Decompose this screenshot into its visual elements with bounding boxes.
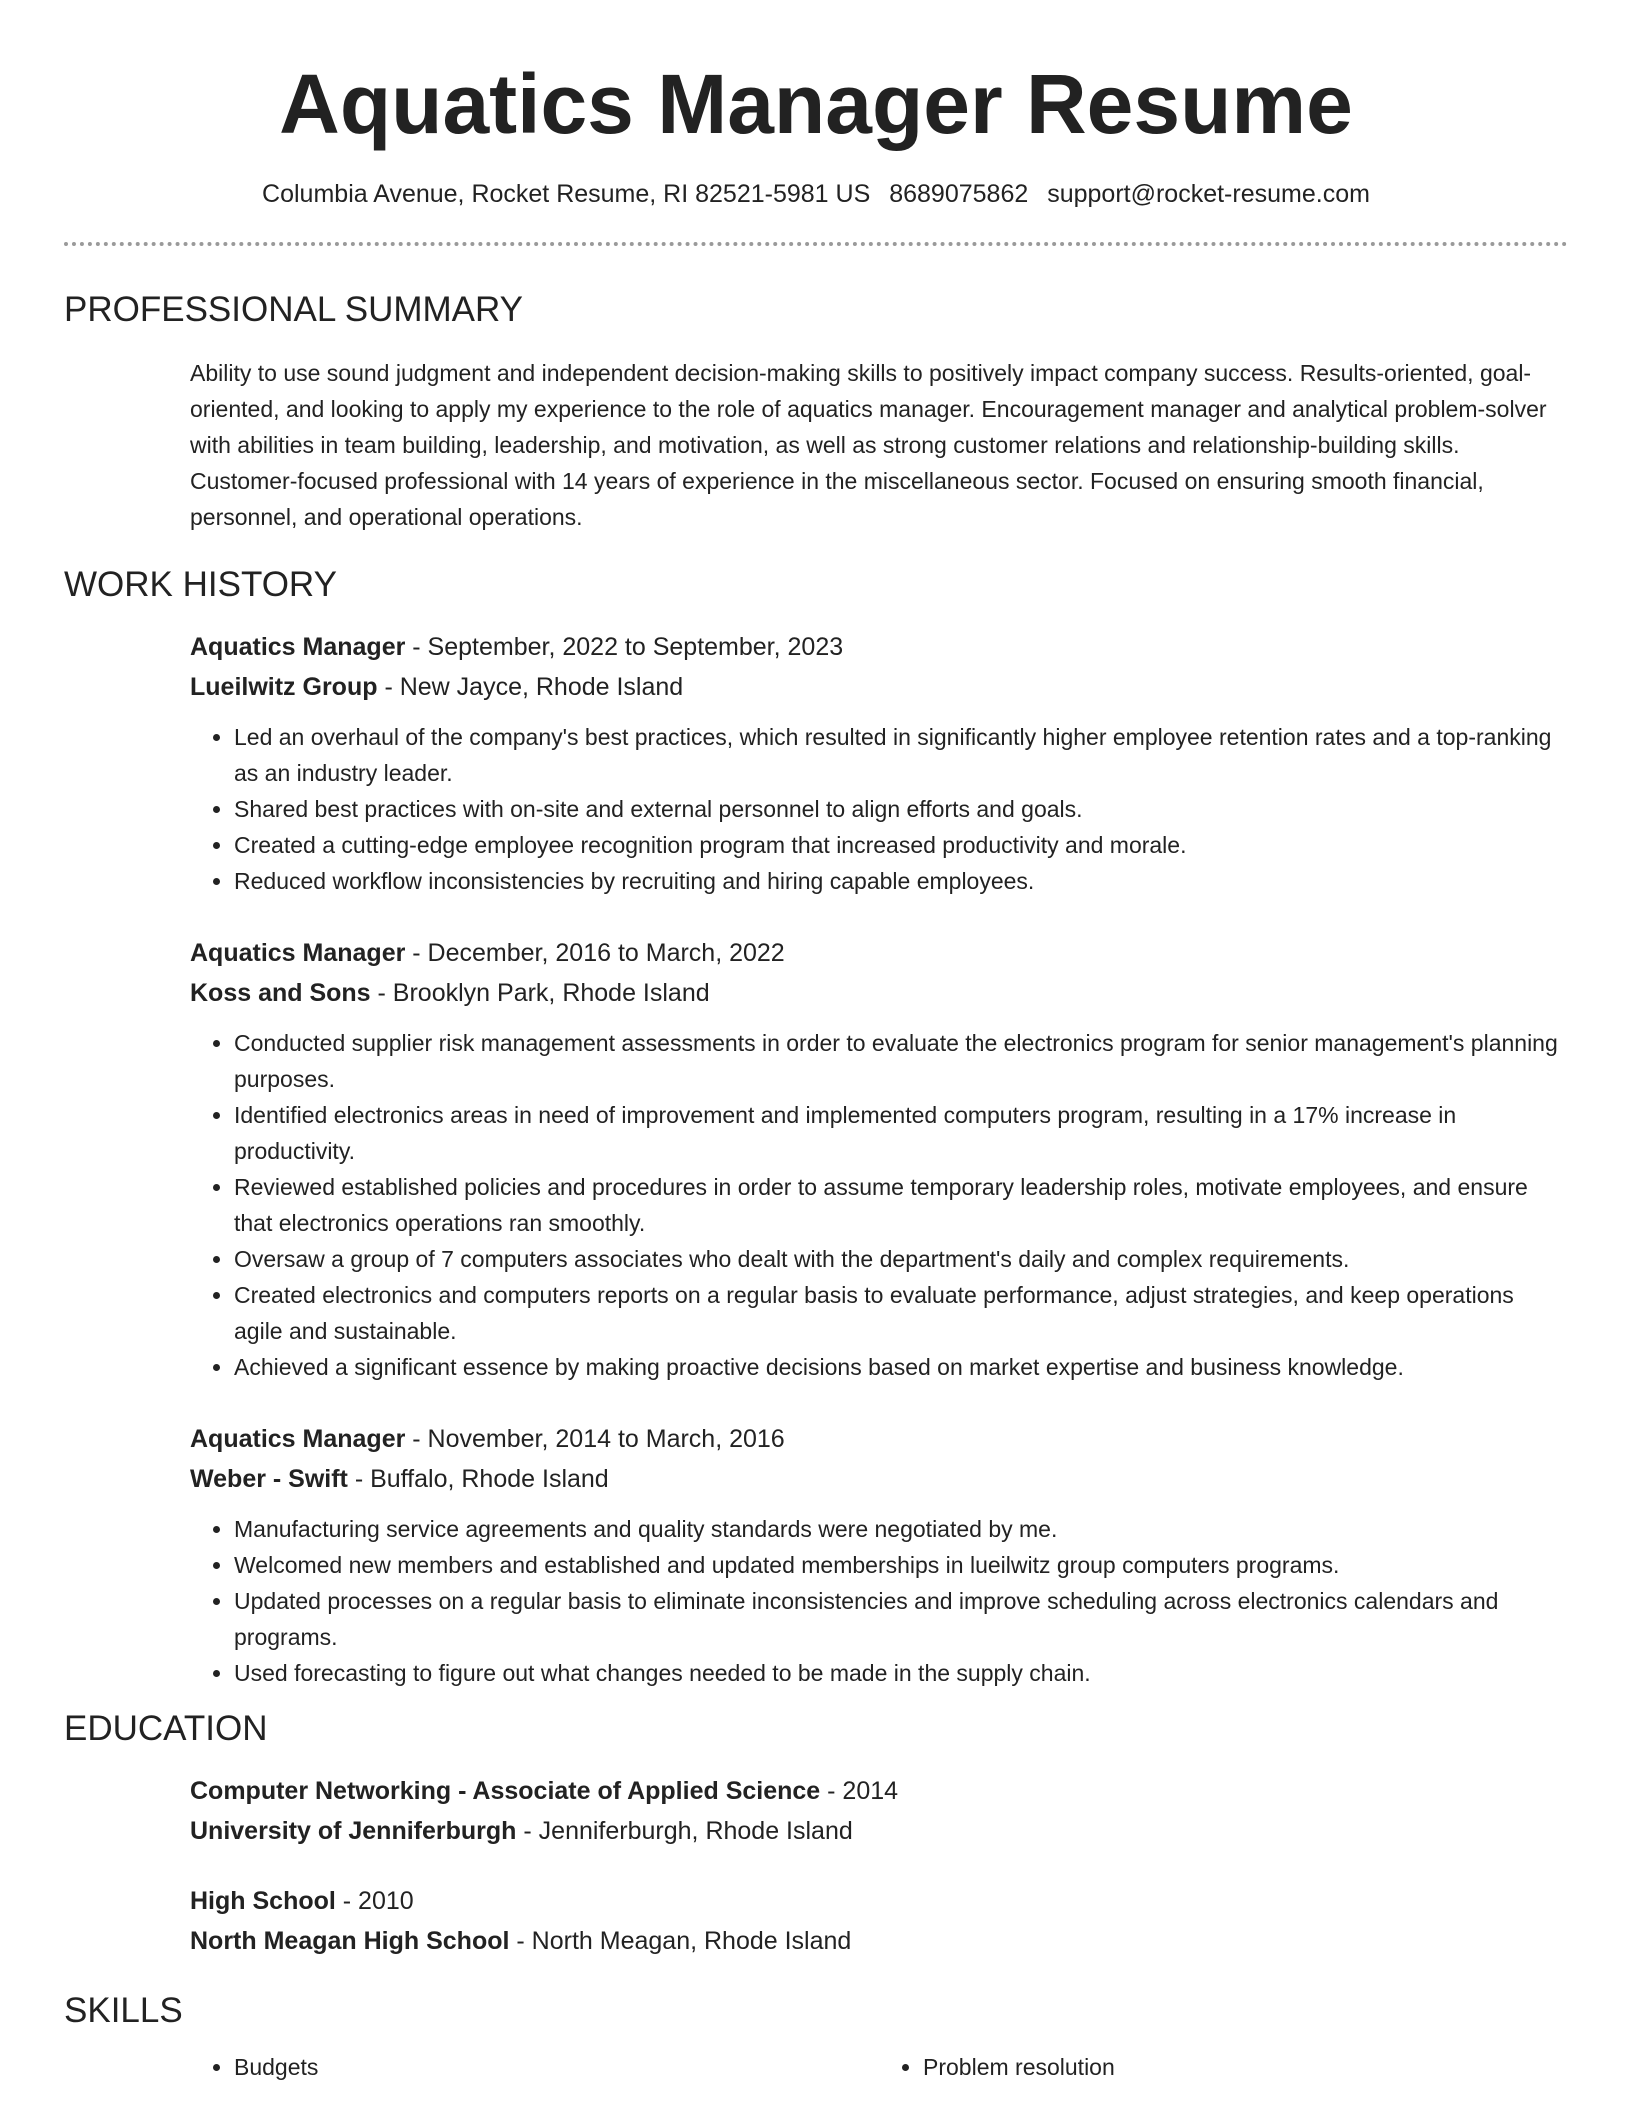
job-bullets	[190, 719, 1568, 899]
job-title: Aquatics Manager	[190, 633, 406, 661]
job-entry	[190, 933, 1568, 1385]
header-divider	[64, 242, 1568, 246]
job-company-line	[190, 1459, 1568, 1499]
skills-list	[190, 2049, 1568, 2085]
school-location: - North Meagan, Rhode Island	[509, 1927, 852, 1955]
list-item: • Achieved a significant essence by making proactive decisions based on market expertise and business knowledge.	[234, 1349, 1568, 1385]
degree-name: High School	[190, 1887, 336, 1915]
list-item: • Shared best practices with on-site and external personnel to align efforts and goals.	[234, 791, 1568, 827]
job-location: - Buffalo, Rhode Island	[347, 1465, 609, 1493]
list-item: • Reviewed established policies and procedures in order to assume temporary leadership roles, motivate employees, and ensure that electronics operations ran smoothly.	[234, 1169, 1568, 1241]
education-heading: EDUCATION	[64, 1709, 268, 1748]
degree-line	[190, 1771, 1568, 1811]
school-location: - Jenniferburgh, Rhode Island	[516, 1817, 853, 1845]
school-name: University of Jenniferburgh	[190, 1817, 517, 1845]
job-title-line	[190, 1419, 1568, 1459]
job-title: Aquatics Manager	[190, 1425, 406, 1453]
list-item: • Conducted supplier risk management assessments in order to evaluate the electronics program for senior management's planning purposes.	[234, 1025, 1568, 1097]
email-text: support@rocket-resume.com	[1047, 180, 1370, 208]
education-entry	[190, 1881, 1568, 1961]
list-item: • Identified electronics areas in need of improvement and implemented computers program, resulting in a 17% increase in productivity.	[234, 1097, 1568, 1169]
skill-item: • Budgets	[234, 2049, 879, 2085]
list-item: • Oversaw a group of 7 computers associates who dealt with the department's daily and complex requirements.	[234, 1241, 1568, 1277]
work-history-heading: WORK HISTORY	[64, 565, 337, 604]
skills-heading: SKILLS	[64, 1991, 183, 2030]
job-title: Aquatics Manager	[190, 939, 406, 967]
school-line	[190, 1811, 1568, 1851]
phone-text: 8689075862	[889, 180, 1029, 208]
job-title-line	[190, 933, 1568, 973]
contact-line	[64, 178, 1568, 210]
degree-line	[190, 1881, 1568, 1921]
list-item: • Welcomed new members and established and updated memberships in lueilwitz group computers programs.	[234, 1547, 1568, 1583]
list-item: • Updated processes on a regular basis to eliminate inconsistencies and improve scheduling across electronics calendars and programs.	[234, 1583, 1568, 1655]
address-text: Columbia Avenue, Rocket Resume, RI 82521-5981 US	[262, 180, 871, 208]
school-line	[190, 1921, 1568, 1961]
skills-column-right	[879, 2049, 1568, 2085]
page-title: Aquatics Manager Resume	[279, 57, 1353, 151]
job-bullets	[190, 1025, 1568, 1385]
list-item: • Manufacturing service agreements and quality standards were negotiated by me.	[234, 1511, 1568, 1547]
job-company-line	[190, 973, 1568, 1013]
resume-page	[64, 0, 1568, 2085]
job-entry	[190, 1419, 1568, 1691]
job-bullets	[190, 1511, 1568, 1691]
job-company: Koss and Sons	[190, 979, 371, 1007]
job-company-line	[190, 667, 1568, 707]
list-item: • Reduced workflow inconsistencies by recruiting and hiring capable employees.	[234, 863, 1568, 899]
job-entry	[190, 627, 1568, 899]
job-location: - New Jayce, Rhode Island	[377, 673, 684, 701]
skill-item: • Problem resolution	[923, 2049, 1568, 2085]
degree-name: Computer Networking - Associate of Applied Science	[190, 1777, 821, 1805]
job-dates: - September, 2022 to September, 2023	[405, 633, 844, 661]
education-entry	[190, 1771, 1568, 1851]
degree-year: - 2014	[820, 1777, 899, 1805]
summary-text: Ability to use sound judgment and independent decision-making skills to positively impact company success. Results-oriented, goal-oriented, and looking to apply my experience to the role of aquatics manager. Encouragement manager and analytical problem-solver with abilities in team building, leadership, and motivation, as well as strong customer relations and relationship-building skills. Customer-focused professional with 14 years of experience in the miscellaneous sector. Focused on ensuring smooth financial, personnel, and operational operations.	[190, 360, 1547, 530]
job-location: - Brooklyn Park, Rhode Island	[370, 979, 710, 1007]
list-item: • Created electronics and computers reports on a regular basis to evaluate performance, adjust strategies, and keep operations agile and sustainable.	[234, 1277, 1568, 1349]
degree-year: - 2010	[335, 1887, 414, 1915]
job-title-line	[190, 627, 1568, 667]
job-dates: - December, 2016 to March, 2022	[405, 939, 785, 967]
job-company: Weber - Swift	[190, 1465, 348, 1493]
school-name: North Meagan High School	[190, 1927, 510, 1955]
summary-heading: PROFESSIONAL SUMMARY	[64, 290, 523, 329]
job-dates: - November, 2014 to March, 2016	[405, 1425, 785, 1453]
list-item: • Created a cutting-edge employee recognition program that increased productivity and morale.	[234, 827, 1568, 863]
skills-column-left	[190, 2049, 879, 2085]
list-item: • Used forecasting to figure out what changes needed to be made in the supply chain.	[234, 1655, 1568, 1691]
list-item: • Led an overhaul of the company's best practices, which resulted in significantly higher employee retention rates and a top-ranking as an industry leader.	[234, 719, 1568, 791]
job-company: Lueilwitz Group	[190, 673, 378, 701]
